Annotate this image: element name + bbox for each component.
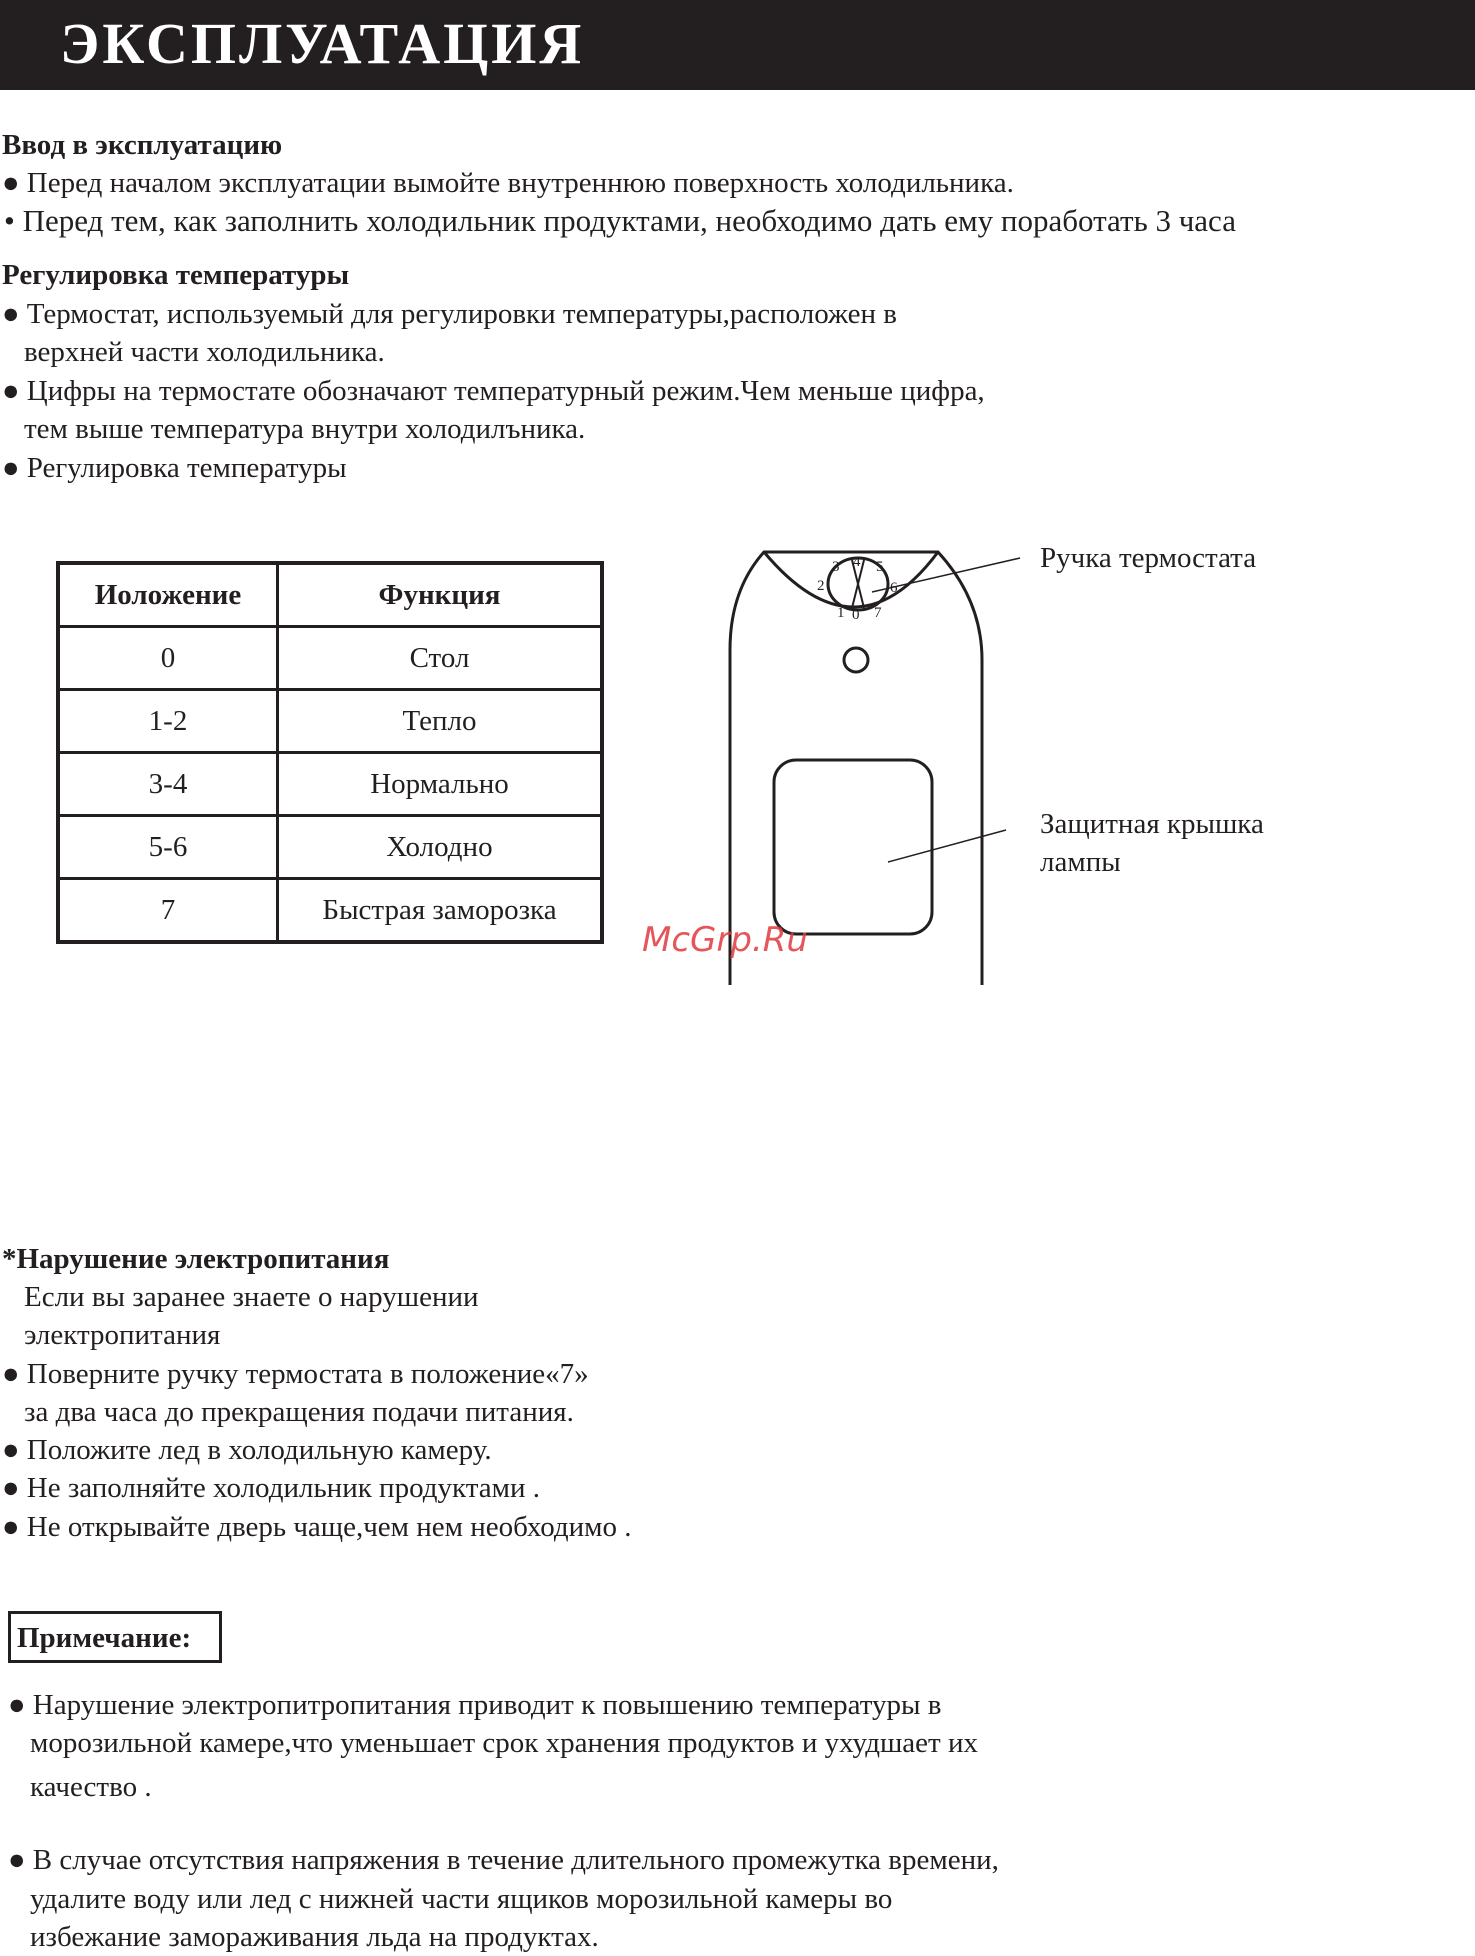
dial-number: 6 bbox=[890, 580, 898, 596]
table-cell-position: 1-2 bbox=[58, 690, 278, 753]
table-cell-position: 0 bbox=[58, 627, 278, 690]
table-cell-function: Стол bbox=[278, 627, 603, 690]
dial-number: 0 bbox=[852, 607, 860, 623]
dial-number: 3 bbox=[832, 559, 840, 575]
table-cell-position: 3-4 bbox=[58, 753, 278, 816]
heading-temp: Регулировка температуры bbox=[2, 259, 350, 291]
intro-line-1: ● Перед началом эксплуатации вымойте внутреннюю поверхность холодильника. bbox=[2, 167, 1014, 199]
table-cell-function: Тепло bbox=[278, 690, 603, 753]
heading-power: *Нарушение электропитания bbox=[2, 1243, 390, 1275]
note-line-6: избежание замораживания льда на продуктах. bbox=[30, 1921, 599, 1953]
power-line-5: ● Положите лед в холодильную камеру. bbox=[2, 1434, 492, 1466]
power-line-1: Если вы заранее знаете о нарушении bbox=[24, 1281, 479, 1313]
leader-line-lamp bbox=[888, 830, 1006, 862]
indicator-light-icon bbox=[844, 648, 868, 672]
table-cell-position: 7 bbox=[58, 879, 278, 943]
temp-line-2: верхней части холодильника. bbox=[24, 336, 385, 368]
label-thermostat-knob: Ручка термостата bbox=[1040, 542, 1257, 574]
label-lamp-cover-1: Защитная крышка bbox=[1040, 808, 1264, 840]
power-line-4: за два часа до прекращения подачи питания. bbox=[24, 1396, 574, 1428]
table-cell-position: 5-6 bbox=[58, 816, 278, 879]
intro-line-2: • Перед тем, как заполнить холодильник продуктами, необходимо дать ему поработать 3 часа bbox=[4, 203, 1236, 238]
dial-number: 2 bbox=[817, 578, 825, 594]
temp-line-3: ● Цифры на термостате обозначают температурный режим.Чем меньше цифра, bbox=[2, 375, 985, 407]
dial-number: 1 bbox=[837, 605, 845, 621]
table-cell-function: Быстрая заморозка bbox=[278, 879, 603, 943]
power-line-6: ● Не заполняйте холодильник продуктами . bbox=[2, 1472, 540, 1504]
dial-number: 5 bbox=[876, 559, 884, 575]
thermostat-arc bbox=[764, 552, 938, 607]
table-cell-function: Нормально bbox=[278, 753, 603, 816]
note-line-3: качество . bbox=[30, 1771, 152, 1803]
note-title: Примечание: bbox=[17, 1622, 192, 1654]
label-lamp-cover-2: лампы bbox=[1040, 846, 1121, 878]
watermark: McGrp.Ru bbox=[642, 920, 808, 960]
dial-number: 4 bbox=[853, 554, 861, 570]
lamp-cover-icon bbox=[774, 760, 932, 934]
power-line-7: ● Не открывайте дверь чаще,чем нем необходимо . bbox=[2, 1511, 632, 1543]
power-line-2: электропитания bbox=[24, 1319, 221, 1351]
note-line-4: ● В случае отсутствия напряжения в течение длительного промежутка времени, bbox=[8, 1844, 999, 1876]
table-cell-function: Холодно bbox=[278, 816, 603, 879]
dial-number: 7 bbox=[874, 605, 882, 621]
table-header-position: Иоложение bbox=[58, 563, 278, 627]
power-line-3: ● Поверните ручку термостата в положение«7» bbox=[2, 1358, 589, 1390]
temp-line-5: ● Регулировка температуры bbox=[2, 452, 347, 484]
heading-intro: Ввод в эксплуатацию bbox=[2, 129, 283, 161]
page-title: ЭКСПЛУАТАЦИЯ bbox=[60, 11, 585, 76]
note-line-1: ● Нарушение электропитропитания приводит к повышению температуры в bbox=[8, 1689, 942, 1721]
temp-line-1: ● Термостат, используемый для регулировки температуры,расположен в bbox=[2, 298, 897, 330]
table-header-function: Функция bbox=[278, 563, 603, 627]
note-box bbox=[8, 1611, 222, 1663]
note-line-2: морозильной камере,что уменьшает срок хранения продуктов и ухудшает их bbox=[30, 1727, 978, 1759]
temp-line-4: тем выше температура внутри холодилъника. bbox=[24, 413, 586, 445]
note-line-5: удалите воду или лед с нижней части ящиков морозильной камеры во bbox=[30, 1883, 893, 1915]
